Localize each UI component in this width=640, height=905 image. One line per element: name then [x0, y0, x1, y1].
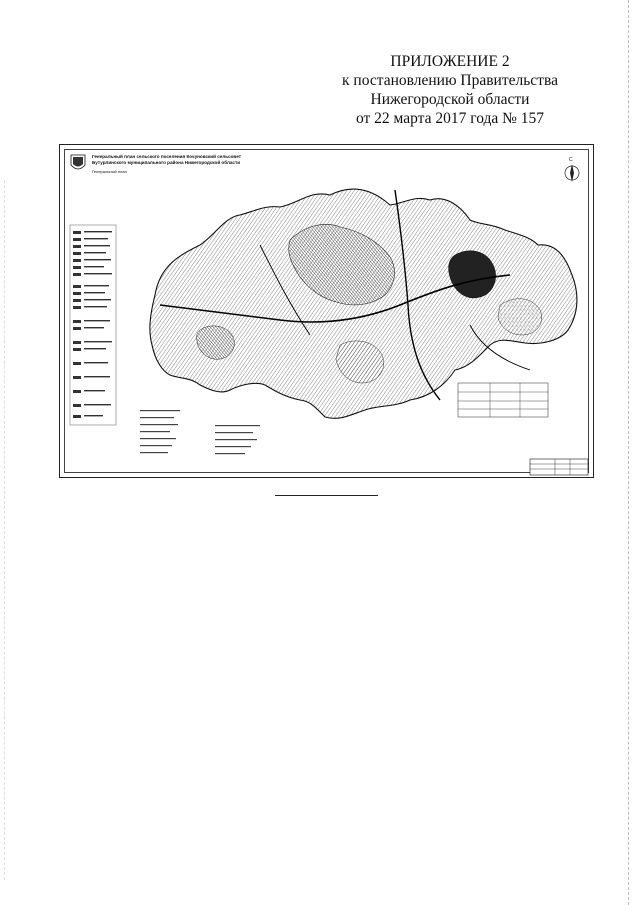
bottom-legend: [140, 410, 260, 454]
appendix-number: ПРИЛОЖЕНИЕ 2: [390, 53, 510, 70]
north-arrow-icon: [565, 157, 579, 182]
data-table: [458, 383, 548, 417]
map-subtitle: Генеральный план: [92, 169, 127, 174]
scan-edge-mark: [628, 0, 630, 905]
map-legend: [70, 225, 116, 425]
coat-of-arms-icon: [71, 155, 85, 169]
scan-edge-mark-left: [4, 180, 6, 880]
separator-line: [275, 495, 378, 496]
general-plan-map: [59, 144, 594, 478]
map-drawing: [60, 145, 595, 479]
map-title: [92, 154, 312, 165]
appendix-region: Нижегородской области: [370, 91, 530, 108]
appendix-date: от 22 марта 2017 года № 157: [355, 110, 545, 127]
map-title-line2: Бутурлинского муниципального района Нижегородской области: [92, 159, 241, 165]
title-block: [530, 459, 588, 475]
map-title-line1: Генеральный план сельского поселения Кочуновский сельсовет: [92, 154, 241, 159]
appendix-header: [300, 52, 600, 128]
svg-text:С: С: [569, 157, 573, 163]
appendix-ref: к постановлению Правительства: [342, 72, 558, 89]
